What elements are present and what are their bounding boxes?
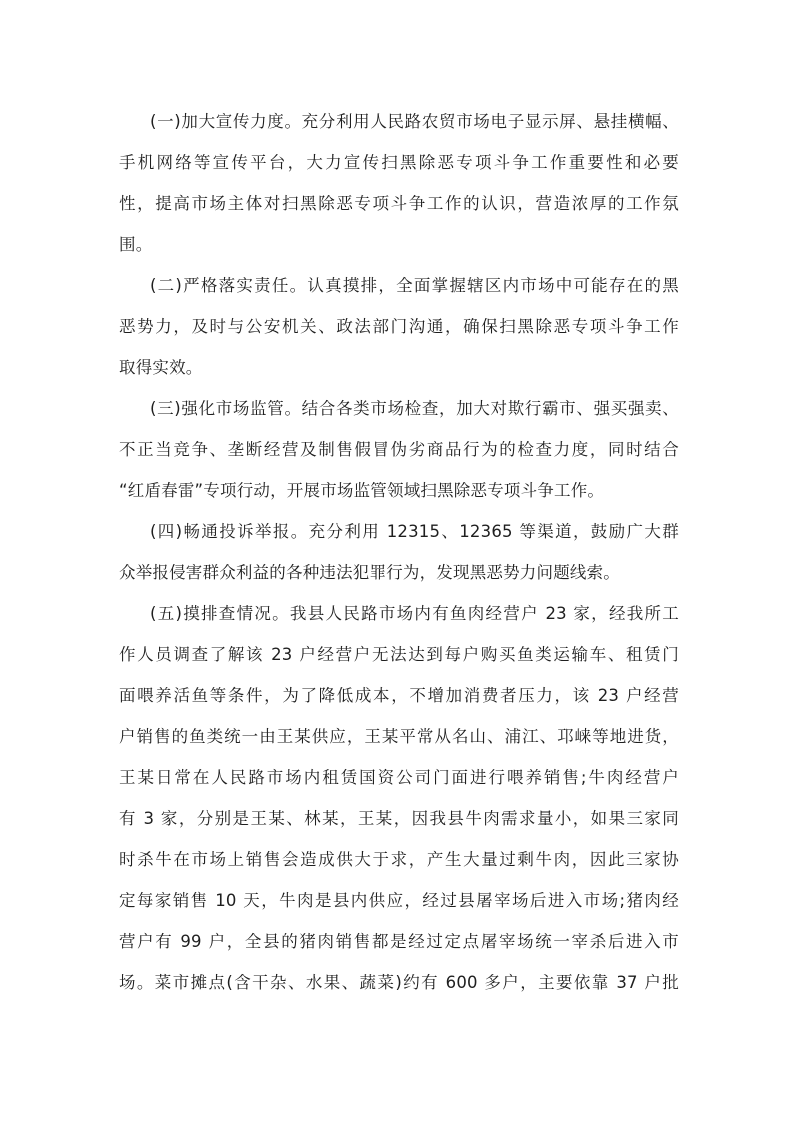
text-line: 取得实效。 xyxy=(119,358,203,377)
paragraph-complaints xyxy=(119,511,679,593)
text-line: 有 3 家，分别是王某、林某，王某，因我县牛肉需求量小，如果三家同 xyxy=(119,809,679,828)
text-line: (二)严格落实责任。认真摸排，全面掌握辖区内市场中可能存在的黑 xyxy=(150,276,679,295)
text-line: 时杀牛在市场上销售会造成供大于求，产生大量过剩牛肉，因此三家协 xyxy=(119,850,679,869)
text-line: (四)畅通投诉举报。充分利用 12315、12365 等渠道，鼓励广大群 xyxy=(150,522,679,541)
text-line: 众举报侵害群众利益的各种违法犯罪行为，发现黑恶势力问题线索。 xyxy=(119,563,620,582)
text-line: 王某日常在人民路市场内租赁国资公司门面进行喂养销售;牛肉经营户 xyxy=(119,768,679,787)
text-line: 面喂养活鱼等条件，为了降低成本，不增加消费者压力，该 23 户经营 xyxy=(119,686,679,705)
text-line: 围。 xyxy=(119,235,153,254)
paragraph-supervision xyxy=(119,388,679,511)
text-line: 手机网络等宣传平台，大力宣传扫黑除恶专项斗争工作重要性和必要 xyxy=(119,153,679,172)
paragraph-publicity xyxy=(119,101,679,265)
paragraph-responsibility xyxy=(119,265,679,388)
text-line: 恶势力，及时与公安机关、政法部门沟通，确保扫黑除恶专项斗争工作 xyxy=(119,317,679,336)
text-line: 定每家销售 10 天，牛肉是县内供应，经过县屠宰场后进入市场;猪肉经 xyxy=(119,891,679,910)
text-line: (五)摸排查情况。我县人民路市场内有鱼肉经营户 23 家，经我所工 xyxy=(150,604,679,623)
text-line: 不正当竞争、垄断经营及制售假冒伪劣商品行为的检查力度，同时结合 xyxy=(119,440,679,459)
paragraph-investigation xyxy=(119,593,679,1003)
text-line: 场。菜市摊点(含干杂、水果、蔬菜)约有 600 多户，主要依靠 37 户批 xyxy=(119,973,679,992)
text-line: 性，提高市场主体对扫黑除恶专项斗争工作的认识，营造浓厚的工作氛 xyxy=(119,194,679,213)
document-body xyxy=(119,101,679,1003)
text-line: (一)加大宣传力度。充分利用人民路农贸市场电子显示屏、悬挂横幅、 xyxy=(150,112,679,131)
text-line: (三)强化市场监管。结合各类市场检查，加大对欺行霸市、强买强卖、 xyxy=(150,399,679,418)
text-line: 作人员调查了解该 23 户经营户无法达到每户购买鱼类运输车、租赁门 xyxy=(119,645,679,664)
text-line: 营户有 99 户，全县的猪肉销售都是经过定点屠宰场统一宰杀后进入市 xyxy=(119,932,679,951)
text-line: 户销售的鱼类统一由王某供应，王某平常从名山、浦江、邛崃等地进货， xyxy=(119,727,679,746)
text-line: “红盾春雷”专项行动，开展市场监管领域扫黑除恶专项斗争工作。 xyxy=(119,481,605,500)
